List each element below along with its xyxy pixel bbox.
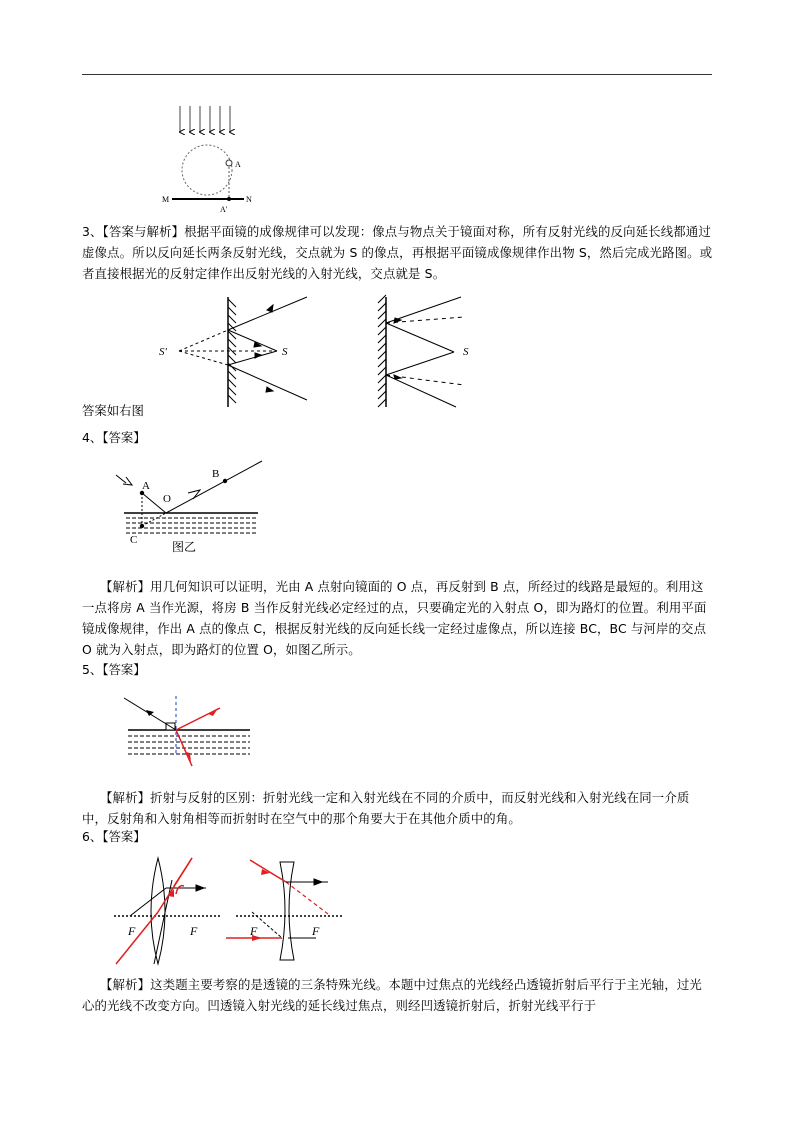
figure-refraction [120,692,260,772]
figure-mirror-left [155,295,315,410]
label-f2: F [190,924,198,938]
sec5-analysis: 【解析】折射与反射的区别：折射光线一定和入射光线在不同的介质中，而反射光线和入射光线在同一介质中，反射角和入射角相等而折射时在空气中的那个角要大于在其他介质中的角。 [82,790,690,826]
figure-circle-mirror [160,100,270,220]
label-f1: F [128,924,136,938]
label-f4: F [312,924,320,938]
sec4-analysis: 【解析】用几何知识可以证明，光由 A 点射向镜面的 O 点，再反射到 B 点，所经过的线路是最短的。利用这一点将房 A 当作光源，将房 B 当作反射光线必定经过的点，只要确定光的入射点 O，即为路灯的位置。利用平面镜成像规律，作出 A 点的像点 C，根据反射光线的反向延长线一定经过虚像点，所以连接 BC，BC 与河岸的交点 O 就为入射点，即为路灯的位置 O，如图乙所示。 [82,579,707,657]
sec6-heading: 6、【答案】 [82,829,146,844]
label-c: C [130,534,138,546]
sec5-heading: 5、【答案】 [82,662,146,677]
figure-convex-lens [110,852,225,967]
figure-concave-lens [232,852,347,967]
label-a: A [142,480,150,492]
label-b: B [212,468,220,480]
figure-river-bank [110,455,280,555]
label-o: O [163,493,171,505]
label-source-s-left: S [282,346,288,358]
label-source-s-right: S [463,346,469,358]
label-image-s: S′ [159,346,167,358]
header-rule [82,74,712,75]
label-image-a: A' [220,205,228,214]
fig4-caption: 图乙 [172,540,197,554]
sec6-analysis: 【解析】这类题主要考察的是透镜的三条特殊光线。本题中过焦点的光线经凸透镜折射后平行于主光轴，过光心的光线不改变方向。凹透镜入射光线的延长线过焦点，则经凹透镜折射后，折射光线平行于 [82,977,702,1013]
sec4-heading: 4、【答案】 [82,430,146,445]
sec3-text: 3、【答案与解析】根据平面镜的成像规律可以发现：像点与物点关于镜面对称，所有反射光线的反向延长线都通过虚像点。所以反向延长两条反射光线，交点就为 S 的像点，再根据平面镜成像规律作出物 S，然后完成光路图。或者直接根据光的反射定律作出反射光线的入射光线，交点就是 S。 [82,224,713,281]
sec3-caption: 答案如右图 [82,403,144,418]
label-f3: F [250,924,258,938]
label-mirror-n: N [246,195,252,204]
label-point-a: A [235,160,241,169]
figure-mirror-right [376,295,486,410]
label-mirror-m: M [162,195,170,204]
